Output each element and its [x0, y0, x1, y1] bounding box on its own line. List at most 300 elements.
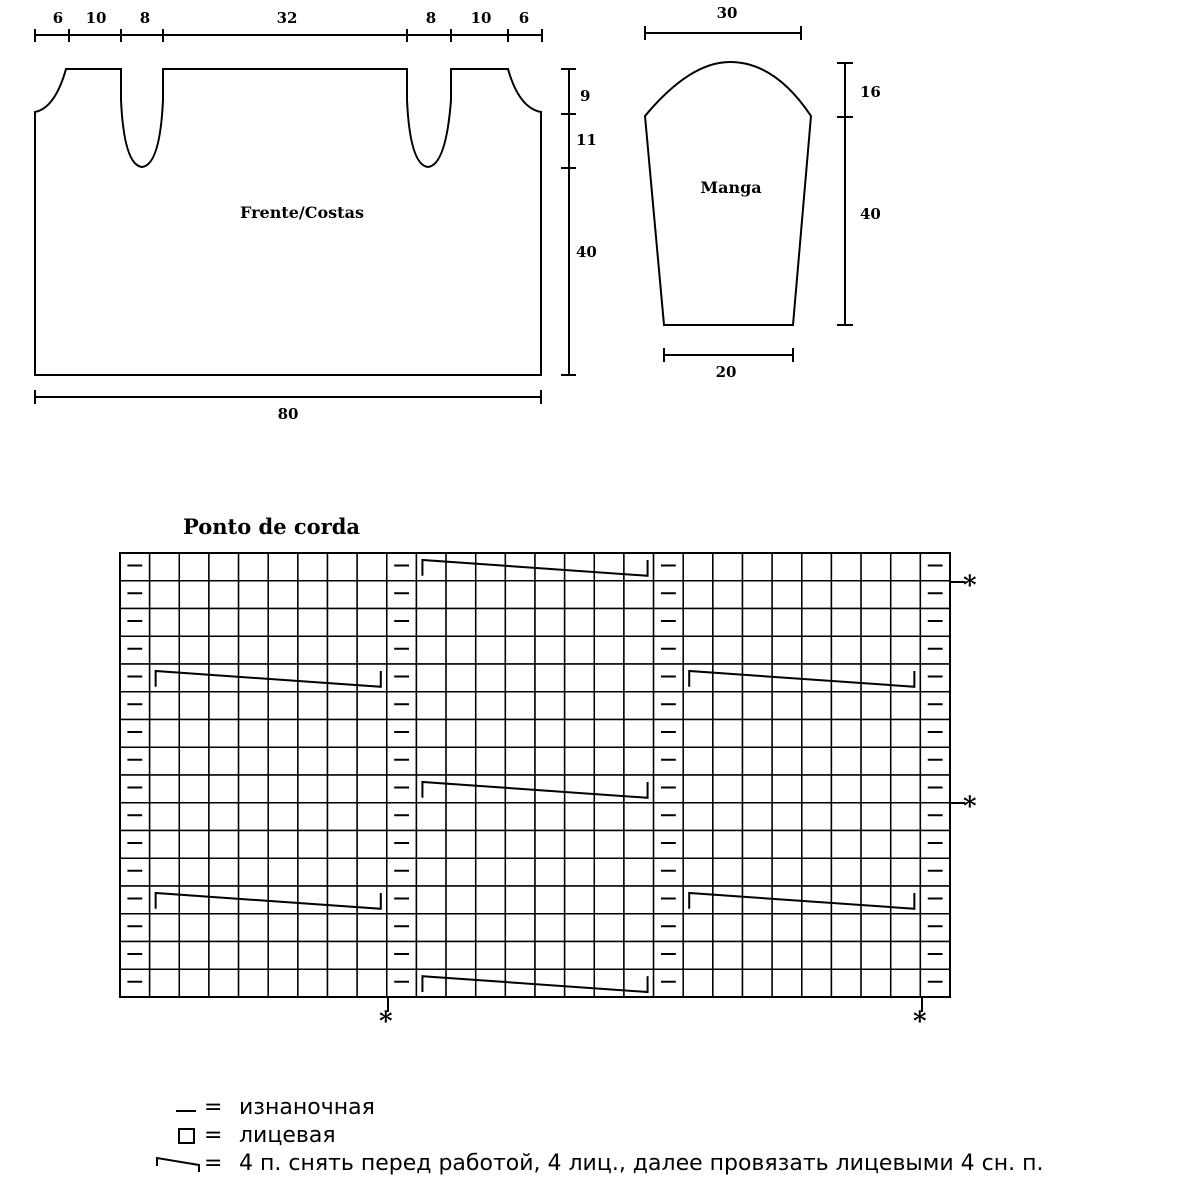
knit-stitch-cell [179, 720, 209, 748]
knit-stitch-cell [594, 664, 624, 692]
knit-stitch-cell [594, 858, 624, 886]
knit-stitch-cell [505, 609, 535, 637]
purl-stitch-cell [387, 775, 417, 803]
knit-stitch-cell [535, 775, 565, 803]
knit-stitch-cell [476, 775, 506, 803]
knit-stitch-cell [802, 803, 832, 831]
purl-stitch-cell [120, 636, 150, 664]
knit-stitch-cell [535, 609, 565, 637]
knit-stitch-cell [505, 914, 535, 942]
knit-stitch-cell [357, 609, 387, 637]
knit-stitch-cell [505, 692, 535, 720]
knit-stitch-cell [743, 803, 773, 831]
knit-stitch-cell [624, 636, 654, 664]
knit-stitch-cell [268, 664, 298, 692]
knit-stitch-cell [713, 803, 743, 831]
column-repeat-asterisk-left: * [379, 1007, 393, 1037]
knit-stitch-cell [357, 664, 387, 692]
knit-stitch-cell [150, 553, 180, 581]
knit-stitch-cell [891, 969, 921, 997]
knit-stitch-cell [476, 942, 506, 970]
knit-stitch-cell [624, 664, 654, 692]
legend-equals: = [204, 1151, 223, 1176]
knit-stitch-cell [476, 747, 506, 775]
knit-stitch-cell [416, 969, 446, 997]
stitch-chart-grid [120, 553, 950, 997]
row-repeat-asterisk-top: * [963, 571, 977, 601]
knit-stitch-cell [565, 553, 595, 581]
purl-stitch-cell [654, 969, 684, 997]
knit-stitch-cell [565, 969, 595, 997]
knit-stitch-cell [772, 720, 802, 748]
knit-stitch-cell [179, 914, 209, 942]
knit-stitch-cell [179, 803, 209, 831]
knit-stitch-cell [535, 942, 565, 970]
knit-stitch-cell [476, 581, 506, 609]
sleeve-side-dimension [837, 63, 881, 325]
body-piece-label: Frente/Costas [240, 203, 364, 222]
knit-stitch-cell [535, 831, 565, 859]
purl-stitch-cell [120, 969, 150, 997]
knit-stitch-cell [416, 775, 446, 803]
knit-stitch-cell [268, 692, 298, 720]
knit-stitch-cell [179, 664, 209, 692]
purl-stitch-cell [120, 942, 150, 970]
knit-stitch-cell [446, 775, 476, 803]
knit-stitch-cell [713, 886, 743, 914]
purl-stitch-cell [120, 720, 150, 748]
knit-stitch-cell [594, 831, 624, 859]
body-bottom-dimension [35, 390, 541, 423]
knit-stitch-cell [743, 664, 773, 692]
knit-stitch-cell [328, 609, 358, 637]
knit-stitch-cell [713, 858, 743, 886]
knit-stitch-cell [476, 636, 506, 664]
purl-stitch-cell [387, 581, 417, 609]
stitch-chart-title: Ponto de corda [183, 514, 361, 539]
knit-stitch-cell [861, 858, 891, 886]
knit-stitch-cell [861, 692, 891, 720]
knit-stitch-cell [831, 914, 861, 942]
knit-stitch-cell [772, 858, 802, 886]
knit-stitch-cell [861, 942, 891, 970]
knit-stitch-cell [683, 803, 713, 831]
knit-stitch-cell [209, 692, 239, 720]
knit-stitch-cell [802, 581, 832, 609]
body-side-segment-3: 40 [576, 243, 597, 261]
knit-stitch-cell [861, 969, 891, 997]
knit-stitch-cell [891, 831, 921, 859]
knit-stitch-cell [831, 609, 861, 637]
knit-stitch-cell [357, 747, 387, 775]
knit-stitch-cell [743, 775, 773, 803]
knit-stitch-cell [179, 886, 209, 914]
knit-stitch-cell [594, 969, 624, 997]
knit-stitch-cell [150, 747, 180, 775]
body-top-segment-5: 8 [425, 9, 437, 27]
knit-stitch-cell [239, 775, 269, 803]
knit-stitch-cell [831, 553, 861, 581]
purl-stitch-cell [920, 886, 950, 914]
knit-stitch-cell [594, 775, 624, 803]
knit-stitch-cell [446, 914, 476, 942]
knit-stitch-cell [891, 747, 921, 775]
purl-stitch-cell [920, 692, 950, 720]
purl-stitch-cell [654, 775, 684, 803]
knit-stitch-cell [268, 775, 298, 803]
knit-stitch-cell [802, 664, 832, 692]
knit-stitch-cell [298, 581, 328, 609]
knit-stitch-cell [416, 553, 446, 581]
knit-stitch-cell [476, 553, 506, 581]
knit-stitch-cell [891, 886, 921, 914]
knit-stitch-cell [535, 747, 565, 775]
knit-stitch-cell [594, 636, 624, 664]
body-top-dimension [35, 9, 542, 42]
knit-stitch-cell [713, 747, 743, 775]
knit-stitch-cell [743, 692, 773, 720]
knit-stitch-cell [357, 886, 387, 914]
knit-stitch-cell [268, 747, 298, 775]
purl-stitch-cell [387, 831, 417, 859]
column-repeat-asterisk-right: * [913, 1007, 927, 1037]
knit-stitch-cell [565, 609, 595, 637]
knit-stitch-cell [891, 720, 921, 748]
knit-stitch-cell [179, 942, 209, 970]
knit-stitch-cell [713, 553, 743, 581]
purl-stitch-cell [920, 942, 950, 970]
knit-stitch-cell [594, 803, 624, 831]
purl-stitch-cell [387, 636, 417, 664]
purl-stitch-cell [120, 775, 150, 803]
purl-stitch-cell [387, 858, 417, 886]
knit-stitch-cell [683, 692, 713, 720]
knit-stitch-cell [743, 858, 773, 886]
knit-stitch-cell [150, 969, 180, 997]
knit-stitch-cell [861, 831, 891, 859]
knit-stitch-cell [565, 664, 595, 692]
knit-stitch-cell [268, 831, 298, 859]
knit-stitch-cell [772, 775, 802, 803]
knit-stitch-cell [298, 775, 328, 803]
knit-stitch-cell [861, 775, 891, 803]
knit-stitch-cell [861, 636, 891, 664]
knit-stitch-cell [446, 581, 476, 609]
knit-stitch-cell [624, 609, 654, 637]
knit-stitch-cell [209, 581, 239, 609]
knit-stitch-cell [328, 803, 358, 831]
knit-stitch-cell [209, 803, 239, 831]
knit-stitch-cell [357, 775, 387, 803]
knit-stitch-cell [891, 858, 921, 886]
knit-stitch-cell [268, 636, 298, 664]
body-piece [35, 9, 597, 423]
knit-stitch-cell [505, 581, 535, 609]
knit-stitch-cell [328, 942, 358, 970]
purl-stitch-cell [654, 831, 684, 859]
knit-stitch-cell [476, 831, 506, 859]
knit-stitch-cell [683, 858, 713, 886]
knit-stitch-cell [594, 747, 624, 775]
knit-stitch-cell [772, 914, 802, 942]
knit-stitch-cell [150, 942, 180, 970]
body-top-segment-2: 10 [85, 9, 107, 27]
purl-stitch-cell [920, 858, 950, 886]
knit-stitch-cell [772, 803, 802, 831]
legend [157, 1095, 1044, 1176]
knit-stitch-cell [150, 692, 180, 720]
knit-stitch-cell [594, 581, 624, 609]
knit-stitch-cell [535, 720, 565, 748]
sleeve-piece-label: Manga [700, 178, 762, 197]
knit-stitch-cell [624, 775, 654, 803]
knit-stitch-cell [743, 942, 773, 970]
knit-stitch-cell [565, 886, 595, 914]
knit-stitch-cell [743, 553, 773, 581]
knit-stitch-cell [802, 692, 832, 720]
knit-stitch-cell [328, 886, 358, 914]
knit-stitch-cell [831, 581, 861, 609]
knit-stitch-cell [209, 969, 239, 997]
knit-stitch-cell [891, 803, 921, 831]
purl-stitch-cell [654, 553, 684, 581]
knit-stitch-cell [446, 831, 476, 859]
knit-stitch-cell [891, 692, 921, 720]
purl-stitch-cell [920, 636, 950, 664]
knit-stitch-cell [209, 914, 239, 942]
knit-stitch-cell [772, 692, 802, 720]
knit-stitch-cell [802, 969, 832, 997]
knit-stitch-cell [683, 581, 713, 609]
knit-stitch-cell [505, 942, 535, 970]
purl-stitch-cell [387, 609, 417, 637]
knit-stitch-cell [298, 636, 328, 664]
knit-stitch-cell [416, 747, 446, 775]
purl-stitch-cell [654, 914, 684, 942]
legend-item-knit [179, 1123, 336, 1148]
sleeve-bottom-width: 20 [715, 363, 737, 381]
knit-stitch-cell [150, 775, 180, 803]
knit-stitch-cell [831, 720, 861, 748]
knit-stitch-cell [624, 886, 654, 914]
knit-stitch-cell [683, 609, 713, 637]
knit-stitch-cell [624, 553, 654, 581]
knit-stitch-cell [476, 803, 506, 831]
legend-equals: = [204, 1095, 223, 1120]
knit-stitch-cell [179, 831, 209, 859]
knit-stitch-cell [535, 692, 565, 720]
knit-stitch-cell [328, 831, 358, 859]
knit-stitch-cell [535, 914, 565, 942]
knit-stitch-cell [802, 636, 832, 664]
knit-stitch-cell [239, 581, 269, 609]
knit-stitch-cell [624, 803, 654, 831]
purl-stitch-cell [920, 775, 950, 803]
knit-stitch-cell [713, 581, 743, 609]
purl-stitch-cell [387, 553, 417, 581]
knit-stitch-cell [179, 969, 209, 997]
knit-stitch-cell [150, 664, 180, 692]
knit-stitch-cell [683, 636, 713, 664]
knit-stitch-cell [357, 692, 387, 720]
knit-stitch-cell [505, 858, 535, 886]
purl-stitch-cell [654, 664, 684, 692]
knit-stitch-cell [594, 914, 624, 942]
purl-stitch-cell [920, 553, 950, 581]
knit-stitch-cell [683, 720, 713, 748]
knit-stitch-cell [891, 553, 921, 581]
knit-stitch-cell [150, 914, 180, 942]
purl-stitch-cell [120, 747, 150, 775]
knit-stitch-cell [861, 914, 891, 942]
knit-stitch-cell [239, 720, 269, 748]
knit-stitch-cell [209, 747, 239, 775]
knit-stitch-cell [861, 609, 891, 637]
knit-stitch-cell [416, 858, 446, 886]
knit-stitch-cell [861, 581, 891, 609]
knit-stitch-cell [891, 775, 921, 803]
knit-stitch-cell [298, 803, 328, 831]
knit-stitch-cell [328, 747, 358, 775]
knit-stitch-cell [624, 914, 654, 942]
knit-stitch-cell [476, 969, 506, 997]
column-repeat-marker-left [379, 997, 393, 1037]
knit-stitch-cell [239, 969, 269, 997]
knit-stitch-cell [802, 775, 832, 803]
knit-stitch-cell [209, 858, 239, 886]
square-icon [179, 1129, 194, 1143]
legend-item-purl [176, 1095, 375, 1120]
knit-stitch-cell [446, 609, 476, 637]
knit-stitch-cell [446, 720, 476, 748]
knit-stitch-cell [416, 609, 446, 637]
legend-item-cable [157, 1151, 1044, 1176]
knit-stitch-cell [357, 636, 387, 664]
knit-stitch-cell [683, 969, 713, 997]
purl-stitch-cell [120, 831, 150, 859]
knit-stitch-cell [831, 886, 861, 914]
knit-stitch-cell [416, 636, 446, 664]
purl-stitch-cell [387, 969, 417, 997]
knit-stitch-cell [565, 720, 595, 748]
knit-stitch-cell [802, 886, 832, 914]
purl-stitch-cell [654, 692, 684, 720]
knit-stitch-cell [446, 664, 476, 692]
knit-stitch-cell [268, 581, 298, 609]
knit-stitch-cell [239, 803, 269, 831]
knit-stitch-cell [298, 720, 328, 748]
knit-stitch-cell [357, 581, 387, 609]
sleeve-side-segment-1: 16 [860, 83, 881, 101]
knit-stitch-cell [328, 692, 358, 720]
knit-stitch-cell [713, 636, 743, 664]
purl-stitch-cell [387, 914, 417, 942]
knit-stitch-cell [861, 664, 891, 692]
knit-stitch-cell [416, 831, 446, 859]
knit-stitch-cell [416, 692, 446, 720]
purl-stitch-cell [387, 747, 417, 775]
knit-stitch-cell [268, 720, 298, 748]
knit-stitch-cell [179, 636, 209, 664]
knit-stitch-cell [416, 581, 446, 609]
knit-stitch-cell [446, 636, 476, 664]
knit-stitch-cell [268, 803, 298, 831]
knit-stitch-cell [624, 692, 654, 720]
knit-stitch-cell [298, 831, 328, 859]
knit-stitch-cell [505, 831, 535, 859]
purl-stitch-cell [920, 720, 950, 748]
knit-stitch-cell [298, 969, 328, 997]
sleeve-side-segment-2: 40 [860, 205, 881, 223]
knit-stitch-cell [446, 969, 476, 997]
purl-stitch-cell [120, 664, 150, 692]
knit-stitch-cell [268, 858, 298, 886]
purl-stitch-cell [120, 914, 150, 942]
knit-stitch-cell [209, 609, 239, 637]
row-repeat-asterisk-middle: * [963, 792, 977, 822]
knit-stitch-cell [565, 942, 595, 970]
purl-stitch-cell [654, 720, 684, 748]
knit-stitch-cell [150, 720, 180, 748]
knit-stitch-cell [802, 609, 832, 637]
knit-stitch-cell [594, 720, 624, 748]
knit-stitch-cell [831, 803, 861, 831]
knit-stitch-cell [861, 720, 891, 748]
knit-stitch-cell [476, 664, 506, 692]
knit-stitch-cell [624, 831, 654, 859]
knit-stitch-cell [268, 886, 298, 914]
knit-stitch-cell [831, 831, 861, 859]
knit-stitch-cell [239, 553, 269, 581]
knit-stitch-cell [772, 609, 802, 637]
knit-stitch-cell [683, 664, 713, 692]
knit-stitch-cell [772, 831, 802, 859]
knit-stitch-cell [891, 609, 921, 637]
knit-stitch-cell [861, 803, 891, 831]
purl-stitch-cell [920, 609, 950, 637]
knit-stitch-cell [505, 636, 535, 664]
body-side-segment-2: 11 [576, 131, 597, 149]
knit-stitch-cell [268, 553, 298, 581]
knit-stitch-cell [743, 747, 773, 775]
sleeve-top-width: 30 [716, 4, 738, 22]
purl-stitch-cell [920, 747, 950, 775]
knit-stitch-cell [357, 914, 387, 942]
knit-stitch-cell [357, 942, 387, 970]
knit-stitch-cell [150, 803, 180, 831]
purl-stitch-cell [120, 858, 150, 886]
knit-stitch-cell [209, 720, 239, 748]
knit-stitch-cell [298, 886, 328, 914]
legend-purl-text: изнаночная [239, 1095, 375, 1120]
knit-stitch-cell [268, 609, 298, 637]
knit-stitch-cell [209, 553, 239, 581]
knit-stitch-cell [446, 803, 476, 831]
knit-stitch-cell [861, 553, 891, 581]
purl-stitch-cell [120, 886, 150, 914]
knit-stitch-cell [891, 636, 921, 664]
legend-knit-text: лицевая [239, 1123, 336, 1148]
knit-stitch-cell [209, 636, 239, 664]
sleeve-top-dimension [645, 4, 801, 40]
knit-stitch-cell [150, 609, 180, 637]
knit-stitch-cell [357, 553, 387, 581]
cable-icon [157, 1158, 199, 1172]
knit-stitch-cell [357, 969, 387, 997]
knit-stitch-cell [476, 914, 506, 942]
knit-stitch-cell [239, 636, 269, 664]
knit-stitch-cell [298, 858, 328, 886]
